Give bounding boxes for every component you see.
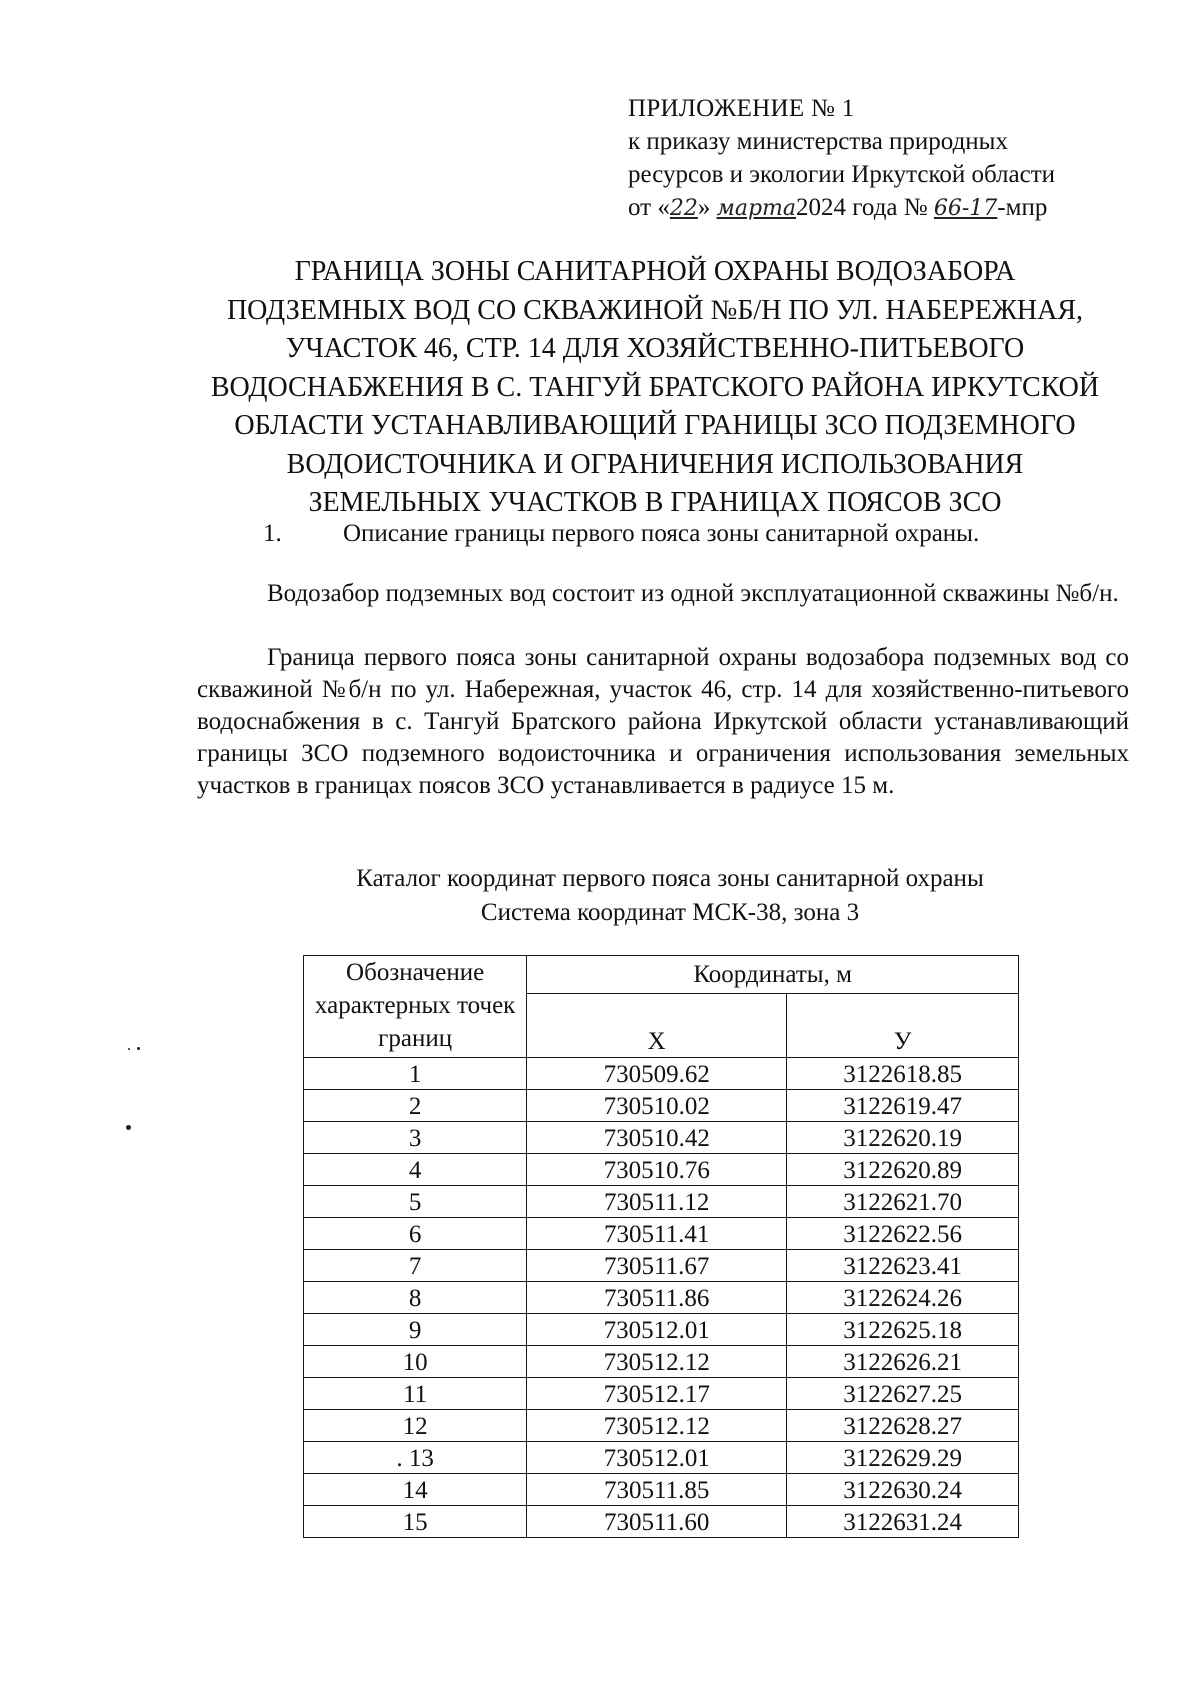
date-month-handwritten: марта	[716, 196, 797, 221]
order-suffix: -мпр	[997, 194, 1048, 221]
table-row	[304, 1218, 1019, 1250]
document-title	[190, 253, 1120, 523]
title-line: ЗЕМЕЛЬНЫХ УЧАСТКОВ В ГРАНИЦАХ ПОЯСОВ ЗСО	[308, 487, 1002, 518]
title-line: ОБЛАСТИ УСТАНАВЛИВАЮЩИЙ ГРАНИЦЫ ЗСО ПОДЗЕМНОГО	[234, 410, 1076, 441]
order-number-handwritten: 66-17	[933, 196, 998, 221]
table-header-row	[304, 956, 1019, 994]
cell-point: . 13	[304, 1442, 527, 1474]
stray-mark	[137, 1047, 140, 1050]
cell-point: 2	[304, 1090, 527, 1122]
cell-x: 730511.12	[527, 1186, 787, 1218]
cell-point: 5	[304, 1186, 527, 1218]
table-row	[304, 1314, 1019, 1346]
table-row	[304, 1186, 1019, 1218]
cell-y: 3122627.25	[787, 1378, 1019, 1410]
section-heading	[263, 517, 1123, 551]
title-line: ВОДОСНАБЖЕНИЯ В С. ТАНГУЙ БРАТСКОГО РАЙОНА ИРКУТСКОЙ	[210, 371, 1100, 403]
table-row	[304, 1442, 1019, 1474]
header-coordinates: Координаты, м	[527, 956, 1019, 994]
cell-y: 3122620.89	[787, 1154, 1019, 1186]
cell-y: 3122625.18	[787, 1314, 1019, 1346]
header-x: X	[527, 994, 787, 1058]
cell-point: 11	[304, 1378, 527, 1410]
cell-point: 1	[304, 1058, 527, 1090]
section-text: Описание границы первого пояса зоны санитарной охраны.	[343, 520, 980, 547]
cell-point: 14	[304, 1474, 527, 1506]
cell-point: 7	[304, 1250, 527, 1282]
table-row	[304, 1282, 1019, 1314]
cell-y: 3122628.27	[787, 1410, 1019, 1442]
cell-y: 3122622.56	[787, 1218, 1019, 1250]
appendix-title: ПРИЛОЖЕНИЕ № 1	[628, 95, 855, 122]
cell-x: 730512.12	[527, 1346, 787, 1378]
cell-point: 6	[304, 1218, 527, 1250]
cell-y: 3122623.41	[787, 1250, 1019, 1282]
cell-y: 3122630.24	[787, 1474, 1019, 1506]
table-row	[304, 1058, 1019, 1090]
table-row	[304, 1378, 1019, 1410]
cell-y: 3122620.19	[787, 1122, 1019, 1154]
catalog-caption	[230, 862, 1110, 930]
cell-y: 3122618.85	[787, 1058, 1019, 1090]
date-year: 2024 года №	[796, 194, 934, 221]
cell-y: 3122631.24	[787, 1506, 1019, 1538]
cell-x: 730512.12	[527, 1410, 787, 1442]
coordinates-table	[303, 955, 1019, 1538]
cell-y: 3122624.26	[787, 1282, 1019, 1314]
cell-x: 730511.60	[527, 1506, 787, 1538]
cell-x: 730510.02	[527, 1090, 787, 1122]
cell-x: 730510.42	[527, 1122, 787, 1154]
date-prefix: от «	[628, 194, 670, 221]
stray-mark	[128, 1048, 130, 1050]
table-row	[304, 1154, 1019, 1186]
stray-mark	[126, 1125, 131, 1130]
cell-x: 730511.86	[527, 1282, 787, 1314]
cell-y: 3122621.70	[787, 1186, 1019, 1218]
cell-x: 730512.01	[527, 1314, 787, 1346]
cell-y: 3122619.47	[787, 1090, 1019, 1122]
appendix-line-ministry: ресурсов и экологии Иркутской области	[628, 161, 1056, 188]
caption-line-system: Система координат МСК-38, зона 3	[480, 899, 860, 926]
cell-x: 730512.17	[527, 1378, 787, 1410]
appendix-header	[628, 92, 1148, 225]
table-row	[304, 1506, 1019, 1538]
table-row	[304, 1090, 1019, 1122]
cell-point: 3	[304, 1122, 527, 1154]
table-row	[304, 1250, 1019, 1282]
appendix-line-date	[628, 191, 1148, 225]
section-number: 1.	[263, 520, 282, 547]
cell-point: 4	[304, 1154, 527, 1186]
cell-x: 730512.01	[527, 1442, 787, 1474]
cell-point: 9	[304, 1314, 527, 1346]
title-line: ВОДОИСТОЧНИКА И ОГРАНИЧЕНИЯ ИСПОЛЬЗОВАНИЯ	[286, 448, 1024, 480]
paragraph-boundary: Граница первого пояса зоны санитарной охраны водозабора подземных вод со скважиной №б/н по ул. Набережная, участок 46, стр. 14 для хозяйственно-питьевого водоснабжения в с. Тангуй Братского района Иркутской области устанавливающий границы ЗСО подземного водоисточника и ограничения использования земельных участков в границах поясов ЗСО устанавливается в радиусе 15 м.	[197, 644, 1129, 799]
cell-x: 730511.41	[527, 1218, 787, 1250]
cell-y: 3122626.21	[787, 1346, 1019, 1378]
cell-point: 12	[304, 1410, 527, 1442]
cell-point: 10	[304, 1346, 527, 1378]
table-row	[304, 1474, 1019, 1506]
table-row	[304, 1122, 1019, 1154]
caption-line-catalog: Каталог координат первого пояса зоны санитарной охраны	[356, 865, 984, 892]
cell-x: 730511.67	[527, 1250, 787, 1282]
title-line: УЧАСТОК 46, СТР. 14 ДЛЯ ХОЗЯЙСТВЕННО-ПИТЬЕВОГО	[285, 333, 1025, 364]
appendix-line-order: к приказу министерства природных	[628, 128, 1008, 155]
table-row	[304, 1346, 1019, 1378]
table-row	[304, 1410, 1019, 1442]
cell-x: 730509.62	[527, 1058, 787, 1090]
date-day-handwritten: 22	[669, 196, 698, 221]
header-designation: Обозначение характерных точек границ	[304, 956, 527, 1058]
title-line: ПОДЗЕМНЫХ ВОД СО СКВАЖИНОЙ №Б/Н ПО УЛ. НАБЕРЕЖНАЯ,	[226, 294, 1084, 326]
table-body	[304, 1058, 1019, 1538]
cell-point: 8	[304, 1282, 527, 1314]
title-line: ГРАНИЦА ЗОНЫ САНИТАРНОЙ ОХРАНЫ ВОДОЗАБОРА	[294, 256, 1016, 287]
cell-point: 15	[304, 1506, 527, 1538]
cell-x: 730511.85	[527, 1474, 787, 1506]
date-mid: »	[697, 194, 717, 221]
paragraph-intake: Водозабор подземных вод состоит из одной эксплуатационной скважины №б/н.	[267, 580, 1119, 607]
cell-x: 730510.76	[527, 1154, 787, 1186]
header-y: У	[787, 994, 1019, 1058]
cell-y: 3122629.29	[787, 1442, 1019, 1474]
